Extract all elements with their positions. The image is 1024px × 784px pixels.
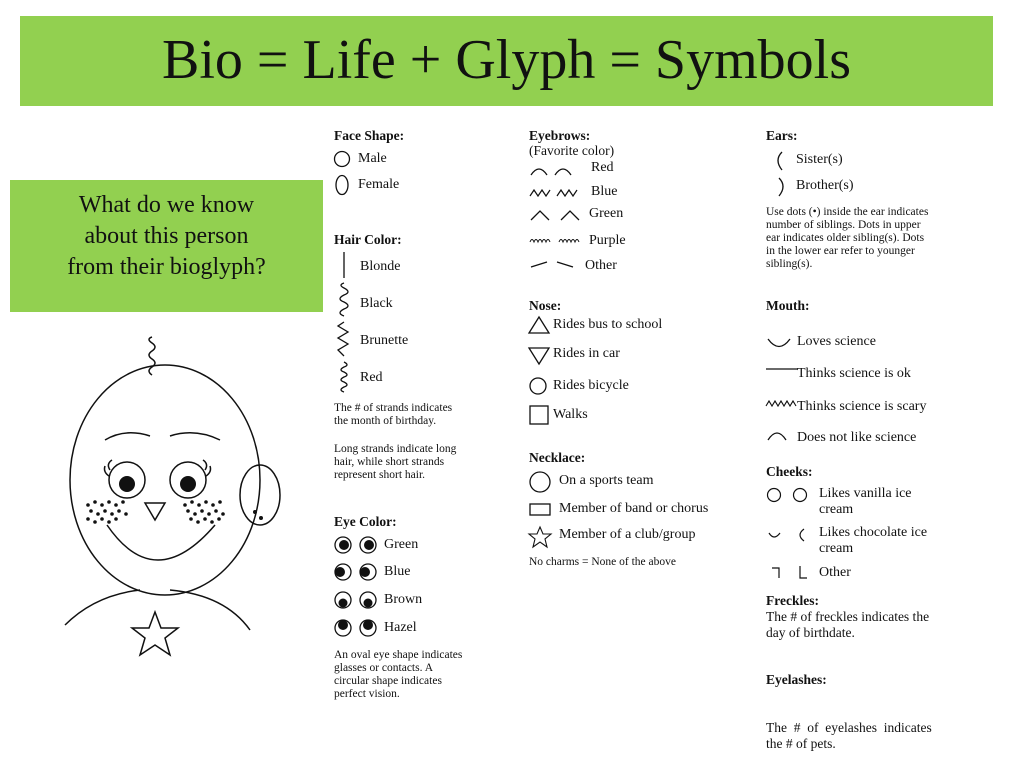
zigzag-hair-icon [334,322,354,356]
hair-strand [149,337,155,375]
cheeks-heading: Cheeks: [766,464,813,479]
eyebrow-item: Red [591,160,614,175]
ears-item: Brother(s) [796,178,854,193]
question-line: about this person [84,223,249,249]
round-cheeks-icon [766,487,810,503]
wavy-eyebrows-icon [529,234,585,246]
necklace-heading: Necklace: [529,450,586,465]
nose [145,503,165,520]
cheeks-item: Other [819,565,851,580]
eyebrow-item: Blue [591,184,618,199]
necklace-item: Member of band or chorus [559,501,709,516]
angled-cheeks-icon [766,565,810,581]
necklace-note: No charms = None of the above [529,556,676,568]
key-column-1 [334,126,509,716]
eyebrow [170,433,220,440]
hair-note-strands: The # of strands indicates the month of birthday. [334,402,453,427]
ears-heading: Ears: [766,128,798,143]
eyebrow-item: Green [589,206,624,221]
slide-title: Bio = Life + Glyph = Symbols [162,29,851,91]
loopy-hair-icon [334,282,354,318]
nose-item: Walks [553,407,588,422]
blue-eyes-icon [334,563,378,581]
bioglyph-face-drawing [55,340,295,660]
brown-eyes-icon [334,591,378,609]
eye-item: Blue [384,564,411,579]
eyebrows-subheading: (Favorite color) [529,143,615,158]
star-charm [132,612,178,655]
freckles-left [86,500,128,524]
eyebrows-heading: Eyebrows: [529,128,591,143]
rectangle-charm-icon [529,503,553,517]
square-nose-icon [529,405,551,427]
hazel-eyes-icon [334,619,378,637]
frown-mouth-icon [766,428,790,442]
freckles-right [183,500,225,524]
necklace-item: On a sports team [559,473,654,488]
key-column-3 [766,126,986,751]
curly-hair-icon [334,362,354,392]
smile-mouth-icon [766,336,792,350]
triangle-down-icon [529,347,551,365]
eye-item: Green [384,537,419,552]
hair-note-length: Long strands indicate long hair, while short strands represent short hair. [334,443,457,481]
eyebrow-item: Purple [589,233,626,248]
face-item: Male [358,151,387,166]
freckles-heading: Freckles: [766,593,819,608]
hair-item: Brunette [360,333,409,348]
eyelashes-text: The # of eyelashes indicates the # of pets. [766,720,932,751]
zigzag-mouth-icon [766,399,800,409]
mouth-heading: Mouth: [766,298,810,313]
freckles-text: The # of freckles indicates the day of birthdate. [766,609,930,640]
right-ear-icon [776,176,790,198]
face-item: Female [358,177,400,192]
straight-mouth-icon [766,366,800,372]
eye-note: An oval eye shape indicates glasses or contacts. A circular shape indicates perfect vision. [334,649,463,700]
hair-item: Black [360,296,393,311]
mouth-item: Does not like science [797,430,917,445]
angled-eyebrows-icon [529,208,585,222]
eyebrow-item: Other [585,258,617,273]
arched-eyebrows-icon [529,162,579,178]
eyelashes-heading: Eyelashes: [766,672,827,687]
slanted-eyebrows-icon [529,258,579,270]
zigzag-eyebrows-icon [529,186,585,200]
nose-heading: Nose: [529,298,562,313]
cheeks-item: Likes vanilla ice cream [819,486,912,517]
straight-hair-icon [334,250,354,278]
cheeks-item: Likes chocolate ice cream [819,525,928,556]
star-charm-icon [529,526,553,548]
question-line: What do we know [78,192,255,218]
title-banner [20,16,993,106]
key-column-2 [529,126,744,586]
question-line: from their bioglyph? [67,254,266,280]
mouth-item: Loves science [797,334,876,349]
nose-item: Rides bicycle [553,378,629,393]
circle-charm-icon [529,471,553,495]
oval-face-icon [334,174,352,196]
ears-item: Sister(s) [796,152,843,167]
mouth-item: Thinks science is ok [797,366,911,381]
curved-cheeks-icon [766,527,810,543]
circle-nose-icon [529,377,549,397]
head [70,365,260,595]
hair-item: Blonde [360,259,401,274]
eye-item: Hazel [384,620,417,635]
mouth [107,525,215,560]
nose-item: Rides in car [553,346,620,361]
face-shape-heading: Face Shape: [334,128,405,143]
left-ear-icon [772,150,786,172]
necklace-item: Member of a club/group [559,527,696,542]
shoulders [65,590,250,630]
eye-color-heading: Eye Color: [334,514,397,529]
eyebrow [105,433,150,440]
ears-note: Use dots (•) inside the ear indicates number of siblings. Dots in upper ear indicates older sibling(s). Dots in the lower ear refer to younger sibling(s). [766,206,929,270]
triangle-up-icon [529,316,551,334]
question-box [10,180,323,312]
hair-color-heading: Hair Color: [334,232,402,247]
mouth-item: Thinks science is scary [797,399,927,414]
green-eyes-icon [334,536,378,554]
nose-item: Rides bus to school [553,317,663,332]
eye-item: Brown [384,592,423,607]
circle-face-icon [334,150,352,168]
hair-item: Red [360,370,383,385]
